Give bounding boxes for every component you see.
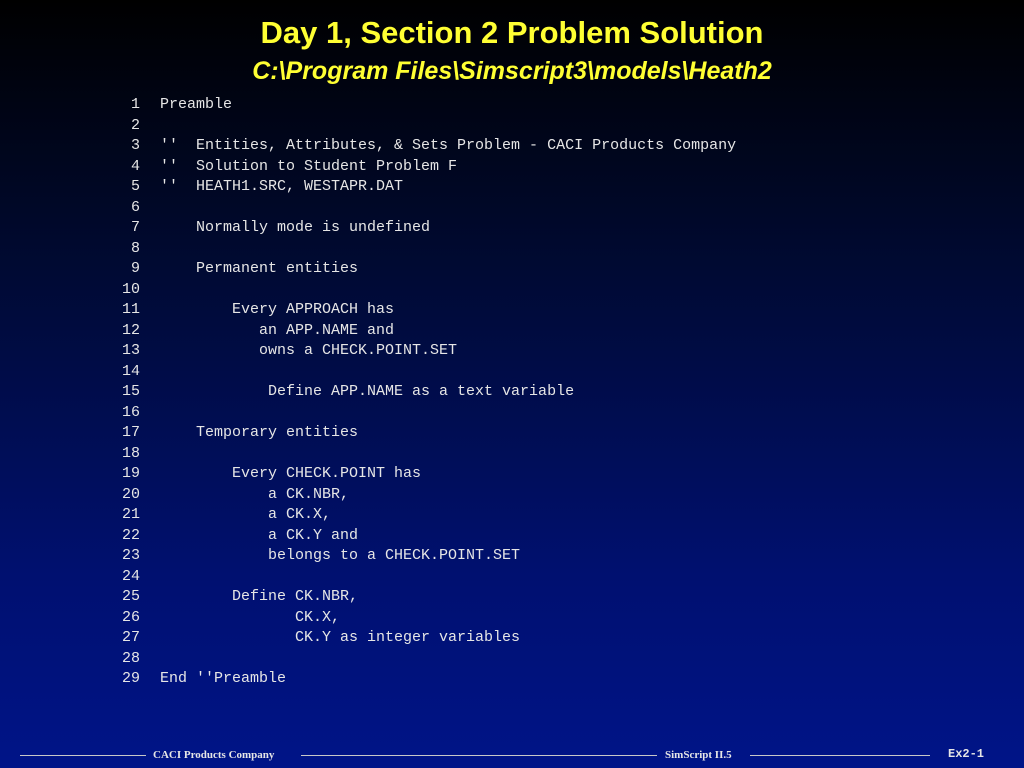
line-number: 21 <box>121 506 140 523</box>
line-number: 7 <box>130 219 140 236</box>
line-number: 5 <box>130 178 140 195</box>
code-text: a CK.Y and <box>160 526 359 544</box>
code-text: CK.X, <box>160 608 341 626</box>
code-line <box>100 218 736 239</box>
line-number: 2 <box>130 116 140 134</box>
code-text: a CK.NBR, <box>160 485 350 503</box>
code-line <box>100 567 736 588</box>
line-number: 8 <box>130 239 140 257</box>
line-number: 12 <box>121 321 140 339</box>
code-text: '' Entities, Attributes, & Sets Problem - CACI Products Company <box>160 137 737 154</box>
code-line <box>100 95 736 116</box>
code-line <box>100 321 736 342</box>
code-text: '' HEATH1.SRC, WESTAPR.DAT <box>160 178 404 195</box>
code-line <box>100 382 736 403</box>
line-number: 13 <box>121 342 140 359</box>
code-line <box>100 280 736 301</box>
code-text: belongs to a CHECK.POINT.SET <box>160 547 521 564</box>
line-number: 25 <box>121 588 140 605</box>
footer-product: SimScript II.5 <box>665 749 732 761</box>
line-number: 19 <box>121 465 140 482</box>
line-number: 23 <box>121 547 140 564</box>
line-number: 9 <box>130 260 140 277</box>
code-text: Every CHECK.POINT has <box>160 465 422 482</box>
line-number: 3 <box>130 137 140 154</box>
code-text: an APP.NAME and <box>160 321 395 339</box>
code-line <box>100 239 736 260</box>
line-number: 20 <box>121 485 140 503</box>
footer-rule-center <box>301 755 657 756</box>
code-line <box>100 116 736 137</box>
line-number: 16 <box>121 403 140 421</box>
line-number: 14 <box>121 362 140 380</box>
code-text: a CK.X, <box>160 506 332 523</box>
line-number: 6 <box>130 198 140 216</box>
code-text: Define APP.NAME as a text variable <box>160 383 575 400</box>
code-line <box>100 464 736 485</box>
code-line <box>100 198 736 219</box>
footer-rule-left <box>20 755 146 756</box>
line-number: 24 <box>121 567 140 585</box>
code-line <box>100 362 736 383</box>
code-line <box>100 485 736 506</box>
code-line <box>100 526 736 547</box>
code-line <box>100 608 736 629</box>
footer-rule-right <box>750 755 930 756</box>
line-number: 22 <box>121 526 140 544</box>
code-text: Define CK.NBR, <box>160 588 359 605</box>
slide-title: Day 1, Section 2 Problem Solution <box>260 15 764 50</box>
line-number: 17 <box>121 424 140 441</box>
code-line <box>100 403 736 424</box>
code-text: Permanent entities <box>160 260 359 277</box>
code-line <box>100 177 736 198</box>
line-number: 27 <box>121 629 140 646</box>
code-line <box>100 300 736 321</box>
code-line <box>100 423 736 444</box>
code-text: '' Solution to Student Problem F <box>160 157 458 175</box>
line-number: 4 <box>130 157 140 175</box>
code-text: Temporary entities <box>160 424 359 441</box>
code-line <box>100 669 736 690</box>
code-text: owns a CHECK.POINT.SET <box>160 342 458 359</box>
line-number: 1 <box>130 96 140 113</box>
code-line <box>100 444 736 465</box>
code-text: CK.Y as integer variables <box>160 629 521 646</box>
code-text: Every APPROACH has <box>160 301 395 318</box>
line-number: 26 <box>121 608 140 626</box>
code-text: Normally mode is undefined <box>160 219 431 236</box>
slide-number: Ex2-1 <box>948 747 985 761</box>
code-text: Preamble <box>160 96 233 113</box>
line-number: 28 <box>121 649 140 667</box>
line-number: 11 <box>121 301 140 318</box>
line-number: 29 <box>121 670 140 687</box>
line-number: 15 <box>121 383 140 400</box>
code-line <box>100 341 736 362</box>
line-number: 18 <box>121 444 140 462</box>
code-line <box>100 505 736 526</box>
code-line <box>100 546 736 567</box>
code-line <box>100 587 736 608</box>
code-line <box>100 649 736 670</box>
slide-subtitle: C:\Program Files\Simscript3\models\Heath2 <box>252 57 772 85</box>
code-line <box>100 628 736 649</box>
code-line <box>100 136 736 157</box>
footer-company: CACI Products Company <box>153 749 275 761</box>
code-line <box>100 259 736 280</box>
code-listing <box>100 95 736 690</box>
code-text: End ''Preamble <box>160 670 287 687</box>
line-number: 10 <box>121 280 140 298</box>
code-line <box>100 157 736 178</box>
